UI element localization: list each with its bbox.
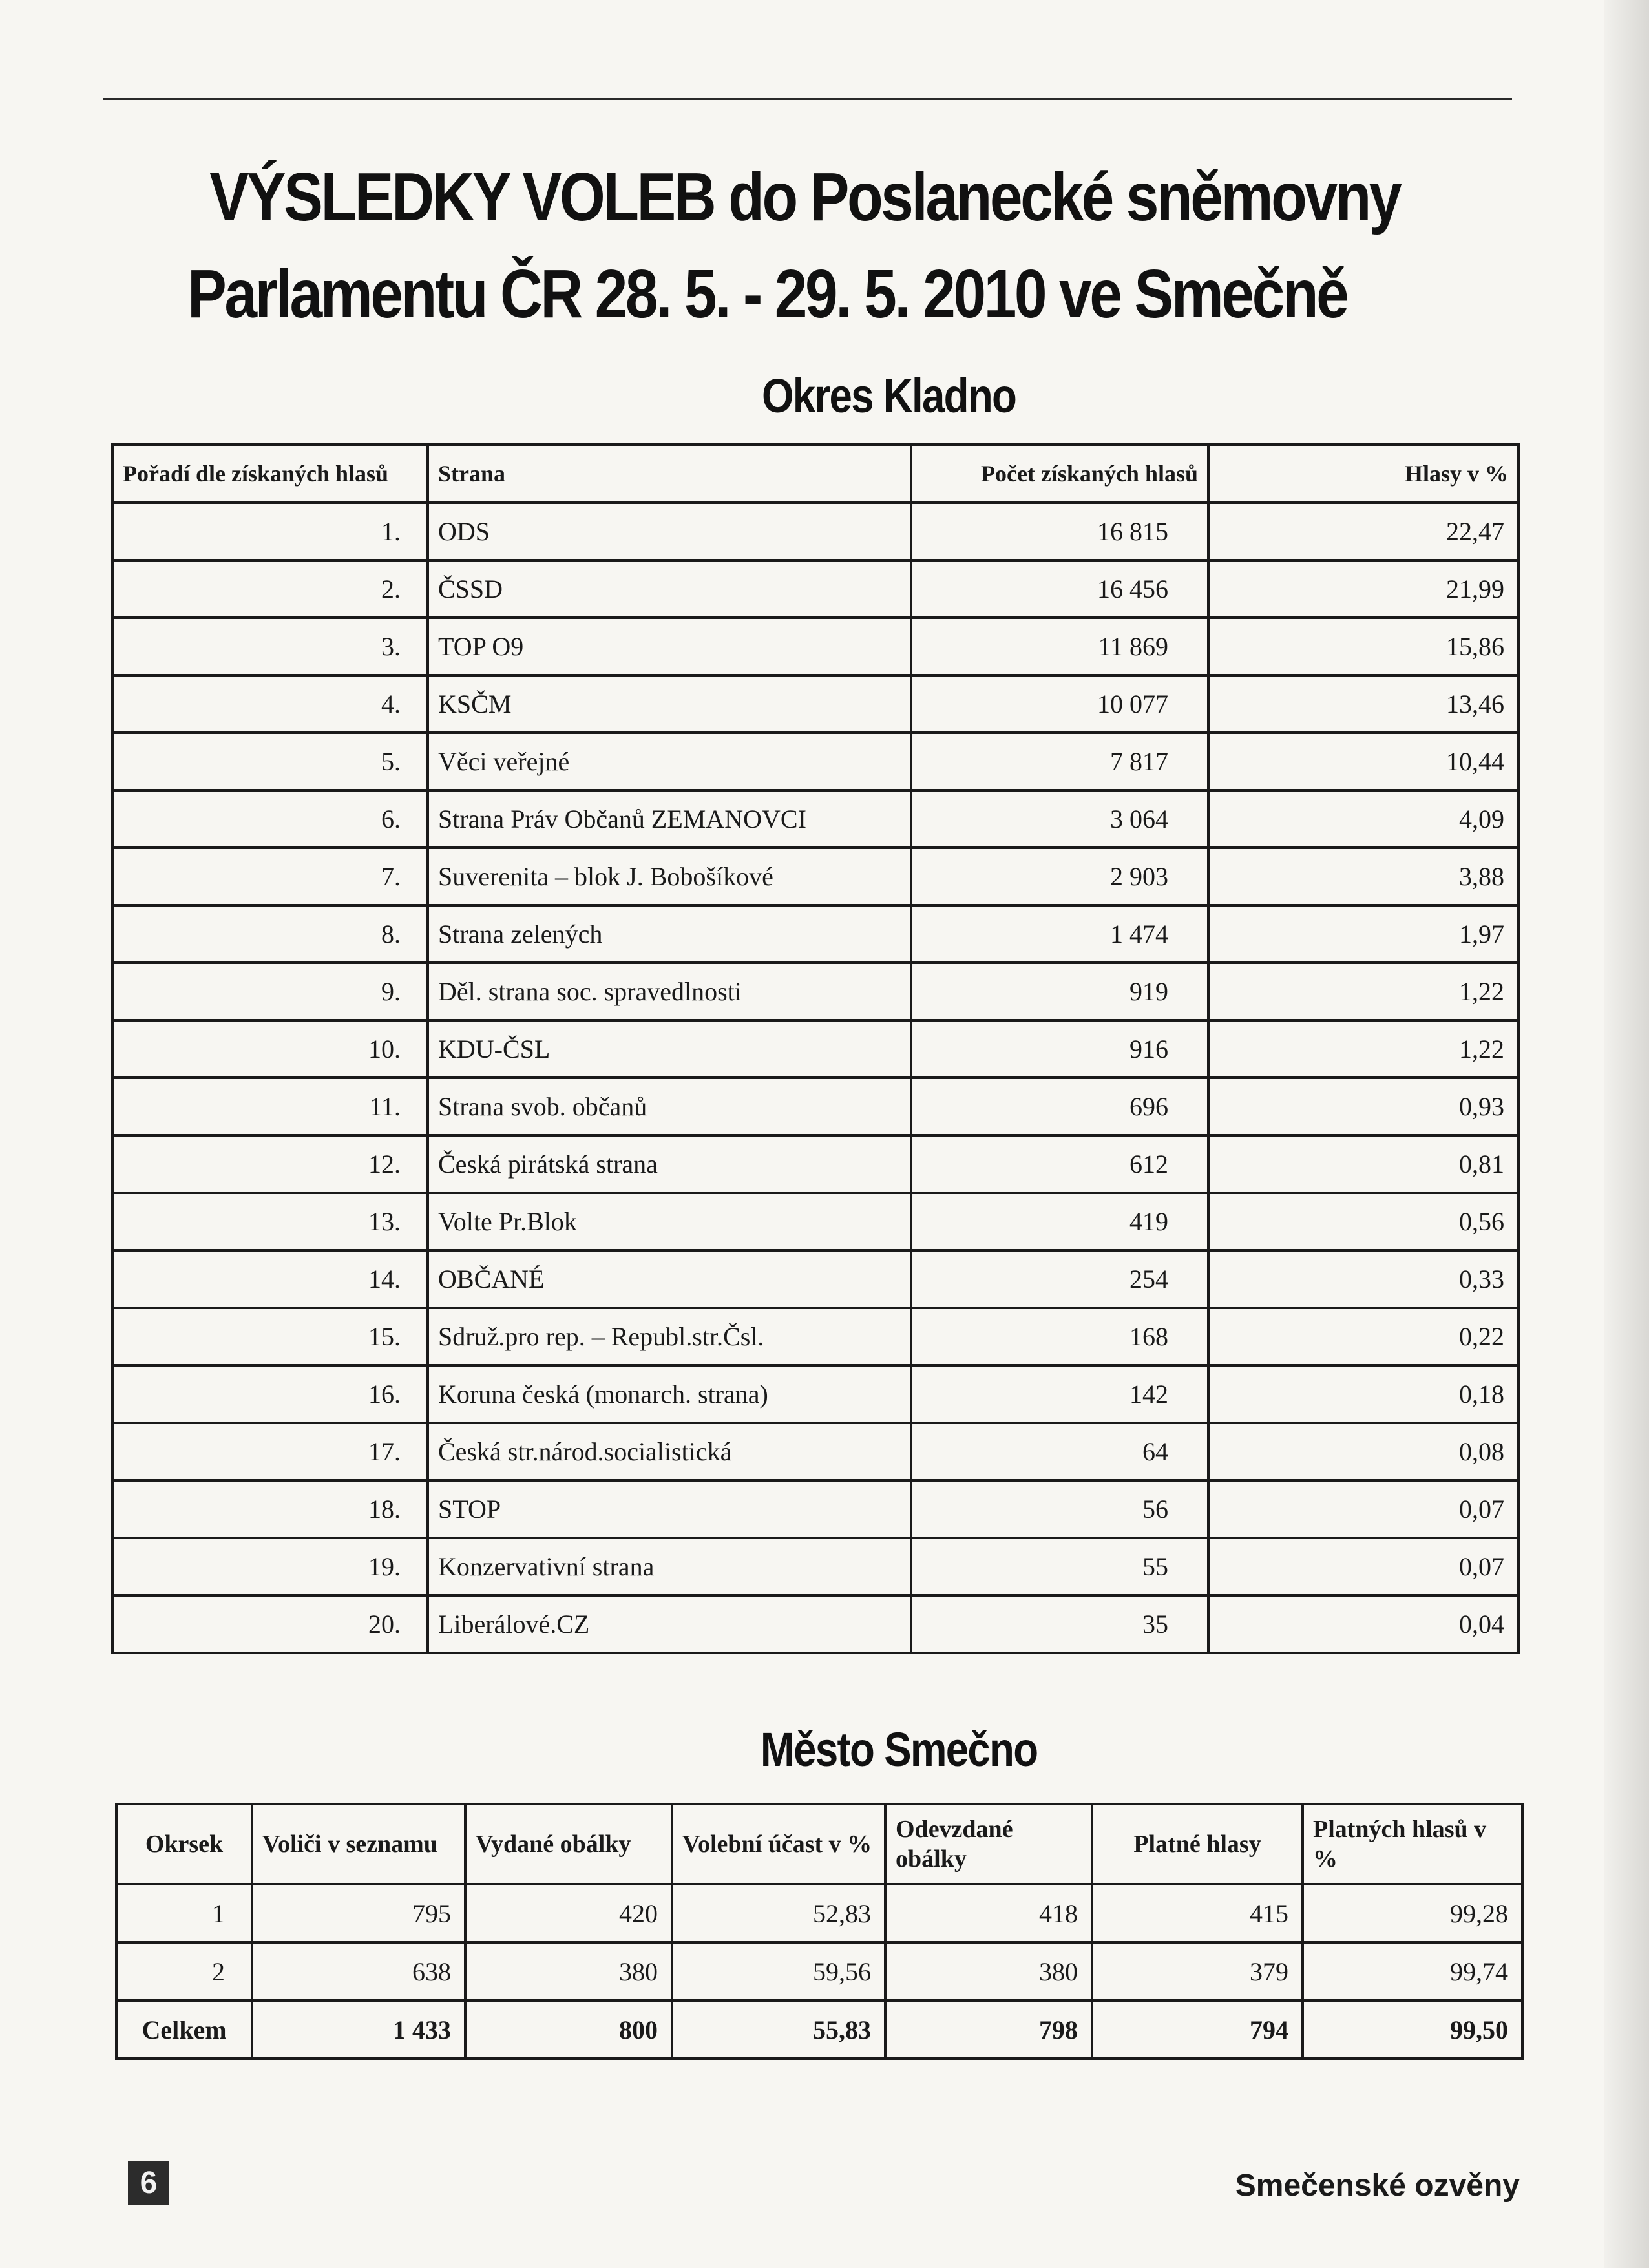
title-line-2: Parlamentu ČR 28. 5. - 29. 5. 2010 ve Smečně [187,256,1347,332]
submitted-cell: 798 [885,2000,1092,2059]
percent-cell: 0,56 [1208,1193,1518,1250]
party-cell: OBČANÉ [428,1250,911,1308]
okrsek-cell: 1 [116,1884,252,1942]
table-row [112,1193,1518,1250]
header-party: Strana [428,445,911,503]
percent-cell: 22,47 [1208,503,1518,560]
top-rule [103,98,1512,100]
party-cell: Česká str.národ.socialistická [428,1423,911,1480]
okrsek-cell: Celkem [116,2000,252,2059]
table-row [112,560,1518,618]
votes-cell: 11 869 [911,618,1208,675]
party-cell: Volte Pr.Blok [428,1193,911,1250]
rank-cell: 2. [112,560,428,618]
table-row [112,790,1518,848]
table-row [112,1480,1518,1538]
percent-cell: 0,07 [1208,1480,1518,1538]
party-cell: TOP O9 [428,618,911,675]
votes-cell: 2 903 [911,848,1208,905]
votes-cell: 10 077 [911,675,1208,733]
percent-cell: 3,88 [1208,848,1518,905]
party-cell: Děl. strana soc. spravedlnosti [428,963,911,1020]
party-cell: Sdruž.pro rep. – Republ.str.Čsl. [428,1308,911,1365]
votes-cell: 3 064 [911,790,1208,848]
table-row [112,1423,1518,1480]
votes-cell: 16 456 [911,560,1208,618]
table-row [112,1135,1518,1193]
votes-cell: 612 [911,1135,1208,1193]
percent-cell: 0,81 [1208,1135,1518,1193]
header-issued: Vydané obálky [465,1804,672,1884]
rank-cell: 8. [112,905,428,963]
votes-cell: 919 [911,963,1208,1020]
rank-cell: 13. [112,1193,428,1250]
table-row [112,733,1518,790]
percent-cell: 0,22 [1208,1308,1518,1365]
rank-cell: 4. [112,675,428,733]
table-row [112,1538,1518,1595]
party-cell: STOP [428,1480,911,1538]
party-cell: Česká pirátská strana [428,1135,911,1193]
party-cell: Liberálové.CZ [428,1595,911,1653]
votes-cell: 64 [911,1423,1208,1480]
rank-cell: 19. [112,1538,428,1595]
valid-pct-cell: 99,74 [1303,1942,1522,2000]
percent-cell: 0,33 [1208,1250,1518,1308]
page-number: 6 [128,2161,169,2205]
table-row [112,905,1518,963]
city-results-table [115,1803,1524,2060]
votes-cell: 7 817 [911,733,1208,790]
header-okrsek: Okrsek [116,1804,252,1884]
rank-cell: 17. [112,1423,428,1480]
votes-cell: 56 [911,1480,1208,1538]
voters-cell: 1 433 [252,2000,465,2059]
issued-cell: 380 [465,1942,672,2000]
percent-cell: 4,09 [1208,790,1518,848]
votes-cell: 168 [911,1308,1208,1365]
votes-cell: 35 [911,1595,1208,1653]
table-row [112,1020,1518,1078]
rank-cell: 11. [112,1078,428,1135]
okrsek-cell: 2 [116,1942,252,2000]
district-results-table [111,443,1520,1654]
rank-cell: 6. [112,790,428,848]
valid-pct-cell: 99,50 [1303,2000,1522,2059]
table-row [112,503,1518,560]
rank-cell: 5. [112,733,428,790]
rank-cell: 12. [112,1135,428,1193]
party-cell: Konzervativní strana [428,1538,911,1595]
percent-cell: 0,08 [1208,1423,1518,1480]
rank-cell: 20. [112,1595,428,1653]
issued-cell: 420 [465,1884,672,1942]
table-row [116,1942,1522,2000]
party-cell: Strana Práv Občanů ZEMANOVCI [428,790,911,848]
percent-cell: 1,22 [1208,963,1518,1020]
party-cell: Věci veřejné [428,733,911,790]
header-voters: Voliči v seznamu [252,1804,465,1884]
party-cell: Strana zelených [428,905,911,963]
header-percent: Hlasy v % [1208,445,1518,503]
party-cell: ČSSD [428,560,911,618]
table-row [112,1595,1518,1653]
table-row [112,963,1518,1020]
party-cell: ODS [428,503,911,560]
voters-cell: 638 [252,1942,465,2000]
percent-cell: 1,97 [1208,905,1518,963]
table-header-row [116,1804,1522,1884]
votes-cell: 419 [911,1193,1208,1250]
rank-cell: 9. [112,963,428,1020]
percent-cell: 1,22 [1208,1020,1518,1078]
table-row [112,848,1518,905]
party-cell: KSČM [428,675,911,733]
district-heading: Okres Kladno [762,369,1016,423]
votes-cell: 142 [911,1365,1208,1423]
rank-cell: 16. [112,1365,428,1423]
city-heading: Město Smečno [760,1723,1038,1776]
table-row [112,1078,1518,1135]
header-rank: Pořadí dle získaných hlasů [112,445,428,503]
header-submitted: Odevzdané obálky [885,1804,1092,1884]
percent-cell: 15,86 [1208,618,1518,675]
votes-cell: 916 [911,1020,1208,1078]
header-valid: Platné hlasy [1092,1804,1303,1884]
title-line-1: VÝSLEDKY VOLEB do Poslanecké sněmovny [209,159,1400,235]
valid-cell: 794 [1092,2000,1303,2059]
rank-cell: 1. [112,503,428,560]
rank-cell: 10. [112,1020,428,1078]
party-cell: Suverenita – blok J. Bobošíkové [428,848,911,905]
page-edge-shadow [1604,0,1649,2268]
percent-cell: 10,44 [1208,733,1518,790]
magazine-name: Smečenské ozvěny [1235,2168,1520,2203]
votes-cell: 696 [911,1078,1208,1135]
turnout-cell: 52,83 [672,1884,885,1942]
header-valid-pct: Platných hlasů v % [1303,1804,1522,1884]
total-row [116,2000,1522,2059]
rank-cell: 14. [112,1250,428,1308]
party-cell: Strana svob. občanů [428,1078,911,1135]
valid-cell: 415 [1092,1884,1303,1942]
percent-cell: 0,04 [1208,1595,1518,1653]
table-row [116,1884,1522,1942]
valid-cell: 379 [1092,1942,1303,2000]
table-row [112,1365,1518,1423]
submitted-cell: 380 [885,1942,1092,2000]
issued-cell: 800 [465,2000,672,2059]
percent-cell: 0,18 [1208,1365,1518,1423]
table-row [112,618,1518,675]
submitted-cell: 418 [885,1884,1092,1942]
turnout-cell: 59,56 [672,1942,885,2000]
voters-cell: 795 [252,1884,465,1942]
votes-cell: 1 474 [911,905,1208,963]
party-cell: Koruna česká (monarch. strana) [428,1365,911,1423]
party-cell: KDU-ČSL [428,1020,911,1078]
votes-cell: 55 [911,1538,1208,1595]
header-turnout: Volební účast v % [672,1804,885,1884]
turnout-cell: 55,83 [672,2000,885,2059]
percent-cell: 13,46 [1208,675,1518,733]
rank-cell: 15. [112,1308,428,1365]
votes-cell: 16 815 [911,503,1208,560]
table-row [112,1308,1518,1365]
rank-cell: 18. [112,1480,428,1538]
percent-cell: 21,99 [1208,560,1518,618]
table-row [112,675,1518,733]
percent-cell: 0,93 [1208,1078,1518,1135]
page-title [187,149,1400,342]
percent-cell: 0,07 [1208,1538,1518,1595]
valid-pct-cell: 99,28 [1303,1884,1522,1942]
votes-cell: 254 [911,1250,1208,1308]
header-votes: Počet získaných hlasů [911,445,1208,503]
table-row [112,1250,1518,1308]
rank-cell: 3. [112,618,428,675]
table-header-row [112,445,1518,503]
rank-cell: 7. [112,848,428,905]
